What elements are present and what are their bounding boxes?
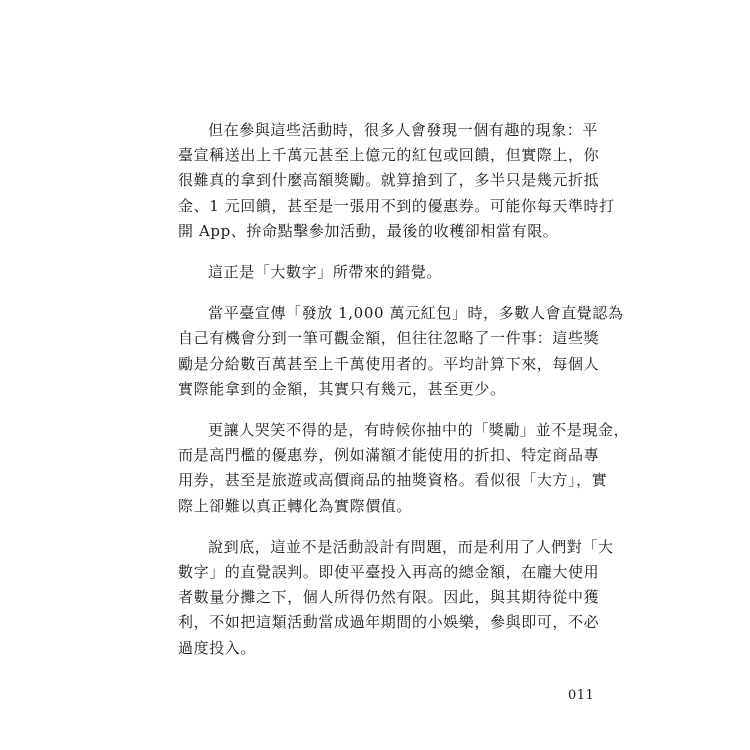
text-line: 說到底，這並不是活動設計有問題，而是利用了人們對「大 — [208, 537, 614, 556]
text-line: 用券，甚至是旅遊或高價商品的抽獎資格。看似很「大方」，實 — [178, 471, 608, 490]
paragraph-4 — [178, 418, 630, 519]
text-line: 過度投入。 — [178, 638, 257, 657]
text-line: 自己有機會分到一筆可觀金額，但往往忽略了一件事：這些獎 — [178, 329, 600, 348]
text-line: 利，不如把這類活動當成過年期間的小娛樂，參與即可，不必 — [178, 613, 600, 632]
paragraph-5 — [178, 535, 614, 661]
text-line: 更讓人哭笑不得的是，有時候你抽中的「獎勵」並不是現金， — [208, 421, 630, 440]
text-line: 當平臺宣傳「發放 1,000 萬元紅包」時，多數人會直覺認為 — [208, 304, 624, 323]
paragraph-2 — [178, 260, 578, 285]
text-line: 臺宣稱送出上千萬元甚至上億元的紅包或回饋，但實際上，你 — [178, 146, 600, 165]
text-line: 金、1 元回饋，甚至是一張用不到的優惠券。可能你每天準時打 — [178, 196, 615, 215]
text-line: 但在參與這些活動時，很多人會發現一個有趣的現象：平 — [208, 121, 599, 139]
text-line: 而是高門檻的優惠券，例如滿額才能使用的折扣、特定商品專 — [178, 446, 600, 465]
paragraph-3 — [178, 301, 624, 402]
text-line: 實際能拿到的金額，其實只有幾元，甚至更少。 — [178, 379, 506, 398]
text-line: 者數量分攤之下，個人所得仍然有限。因此，與其期待從中獲 — [178, 588, 600, 607]
text-line: 很難真的拿到什麼高額獎勵。就算搶到了，多半只是幾元折抵 — [178, 171, 600, 190]
page-number: 011 — [568, 688, 595, 703]
text-line: 這正是「大數字」所帶來的錯覺。 — [208, 263, 443, 282]
text-line: 勵是分給數百萬甚至上千萬使用者的。平均計算下來，每個人 — [178, 354, 600, 373]
paragraph-1 — [178, 118, 615, 244]
text-line: 開 App、拚命點擊參加活動，最後的收穫卻相當有限。 — [178, 221, 559, 240]
body-text — [178, 118, 630, 677]
text-line: 數字」的直覺誤判。即使平臺投入再高的總金額，在龐大使用 — [178, 563, 600, 582]
text-line: 際上卻難以真正轉化為實際價值。 — [178, 496, 413, 515]
